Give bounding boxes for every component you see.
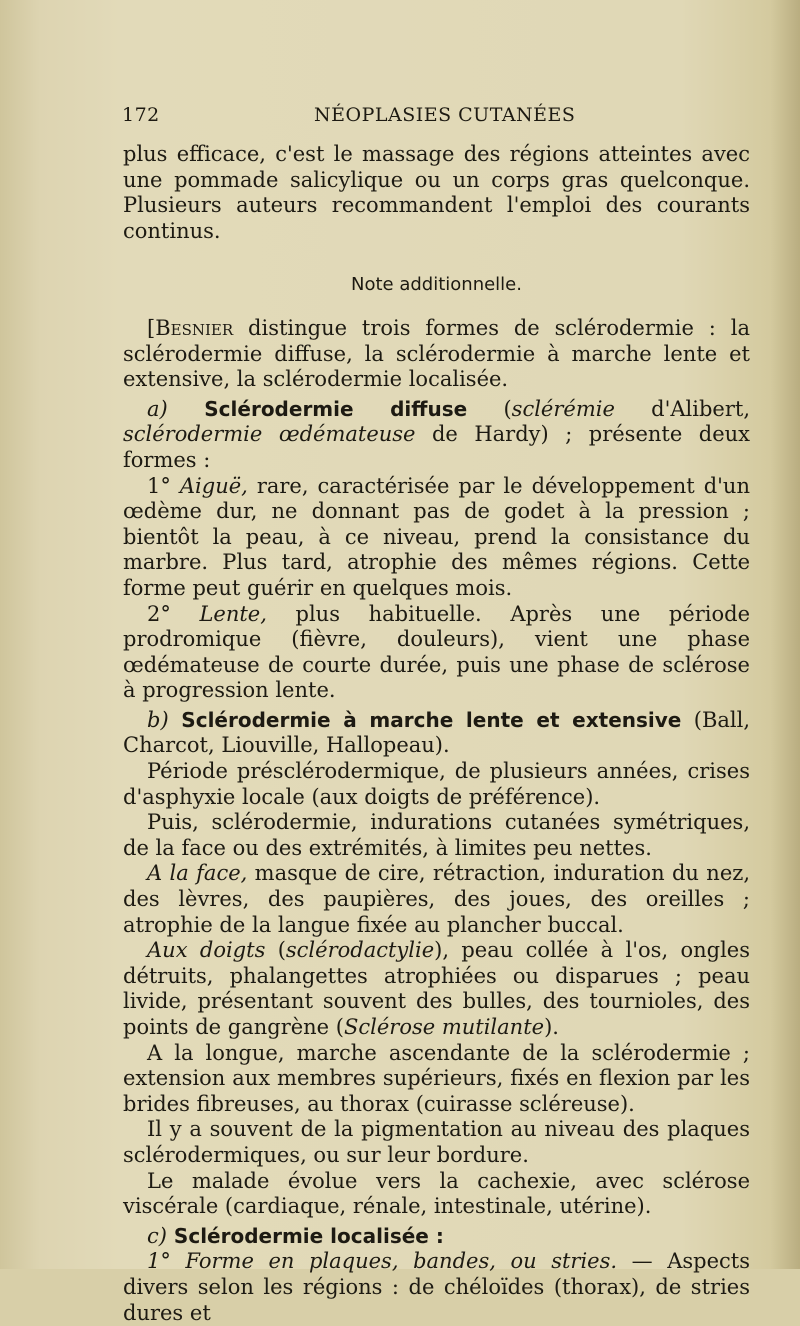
section-heading: Sclérodermie diffuse bbox=[167, 396, 468, 421]
presclero-paragraph: Période présclérodermique, de plusieurs années, crises d'asphyxie locale (aux doigts de préférence). bbox=[123, 759, 750, 809]
paragraph-text: d'Alibert, bbox=[614, 396, 750, 421]
paragraph-text: ( bbox=[467, 396, 512, 421]
pigment-paragraph: Il y a souvent de la pigmentation au niveau des plaques sclérodermiques, ou sur leur bordure. bbox=[123, 1117, 750, 1167]
section-c-paragraph bbox=[123, 1224, 750, 1250]
section-label: b) bbox=[147, 707, 169, 732]
section-label: a) bbox=[147, 396, 168, 421]
paragraph-text: (Ball, Charcot, Liouville, Hallopeau). bbox=[123, 707, 751, 758]
section-label: c) bbox=[147, 1223, 167, 1248]
doigts-paragraph bbox=[123, 938, 750, 1040]
italic-term: sclérodermie œdémateuse bbox=[123, 422, 416, 447]
italic-term: Sclérose mutilante bbox=[343, 1015, 545, 1039]
page-body bbox=[123, 142, 750, 1326]
note-title: Note additionnelle. bbox=[351, 274, 522, 296]
puis-paragraph: Puis, sclérodermie, indurations cutanées symétriques, de la face ou des extrémités, à limites peu nettes. bbox=[123, 810, 750, 860]
face-paragraph bbox=[123, 861, 750, 938]
italic-term: sclérodactylie bbox=[285, 938, 435, 963]
paragraph-text: — Aspects divers selon les régions : de chéloïdes (thorax), de stries dures et bbox=[123, 1249, 750, 1325]
intro-paragraph: plus efficace, c'est le massage des régions atteintes avec une pommade salicylique ou un corps gras quelconque. Plusieurs auteurs recommandent l'emploi des courants continus. bbox=[123, 142, 750, 243]
paragraph-text: rare, caractérisée par le développement d'un œdème dur, ne donnant pas de godet à la pression ; bientôt la peau, à ce niveau, prend la consistance du marbre. Plus tard, atrophie des mêmes régions. Cette forme peut guérir en quelques mois. bbox=[123, 473, 750, 600]
bracket-mark: [ bbox=[147, 315, 156, 340]
section-heading: Sclérodermie localisée : bbox=[166, 1223, 444, 1248]
paragraph-text: ( bbox=[265, 938, 286, 963]
lente-paragraph bbox=[123, 602, 750, 704]
aigue-paragraph bbox=[123, 474, 750, 602]
paragraph-text: plus habituelle. Après une période prodromique (fièvre, douleurs), vient une phase œdémateuse de courte durée, puis une phase de sclérose à progression lente. bbox=[123, 601, 750, 703]
page-number: 172 bbox=[122, 104, 160, 126]
plaques-paragraph bbox=[123, 1249, 750, 1326]
italic-term: Aiguë, bbox=[179, 473, 248, 498]
page-header bbox=[122, 104, 752, 134]
italic-term: sclérémie bbox=[511, 396, 615, 421]
italic-term: A la face, bbox=[147, 861, 248, 886]
item-number: 2° bbox=[147, 601, 200, 626]
paragraph-text: ). bbox=[544, 1015, 559, 1039]
author-name: Besnier bbox=[155, 315, 234, 340]
section-b-paragraph bbox=[123, 708, 750, 759]
section-a-paragraph bbox=[123, 397, 750, 474]
paragraph-text: ), peau collée à l'os, ongles détruits, phalangettes atrophiées ou disparues ; peau livide, présentant souvent des bulles, des tournioles, des points de gangrène ( bbox=[123, 938, 750, 1039]
paragraph-text: masque de cire, rétraction, induration du nez, des lèvres, des paupières, des joues, des oreilles ; atrophie de la langue fixée au plancher buccal. bbox=[123, 861, 750, 937]
besnier-paragraph bbox=[123, 316, 750, 393]
italic-term: Aux doigts bbox=[147, 938, 266, 963]
italic-term: 1° Forme en plaques, bandes, ou stries. bbox=[147, 1249, 618, 1274]
malade-paragraph: Le malade évolue vers la cachexie, avec sclérose viscérale (cardiaque, rénale, intestinale, utérine). bbox=[123, 1168, 750, 1219]
longue-paragraph: A la longue, marche ascendante de la sclérodermie ; extension aux membres supérieurs, fixés en flexion par les brides fibreuses, au thorax (cuirasse scléreuse). bbox=[123, 1040, 750, 1116]
item-number: 1° bbox=[147, 473, 180, 498]
paragraph-text: distingue trois formes de sclérodermie : la sclérodermie diffuse, la sclérodermie à marche lente et extensive, la sclérodermie localisée. bbox=[123, 315, 750, 392]
paragraph-text: de Hardy) ; présente deux formes : bbox=[123, 422, 750, 472]
running-title: NÉOPLASIES CUTANÉES bbox=[314, 104, 576, 126]
section-heading: Sclérodermie à marche lente et extensive bbox=[168, 707, 682, 732]
italic-term: Lente, bbox=[199, 601, 267, 626]
